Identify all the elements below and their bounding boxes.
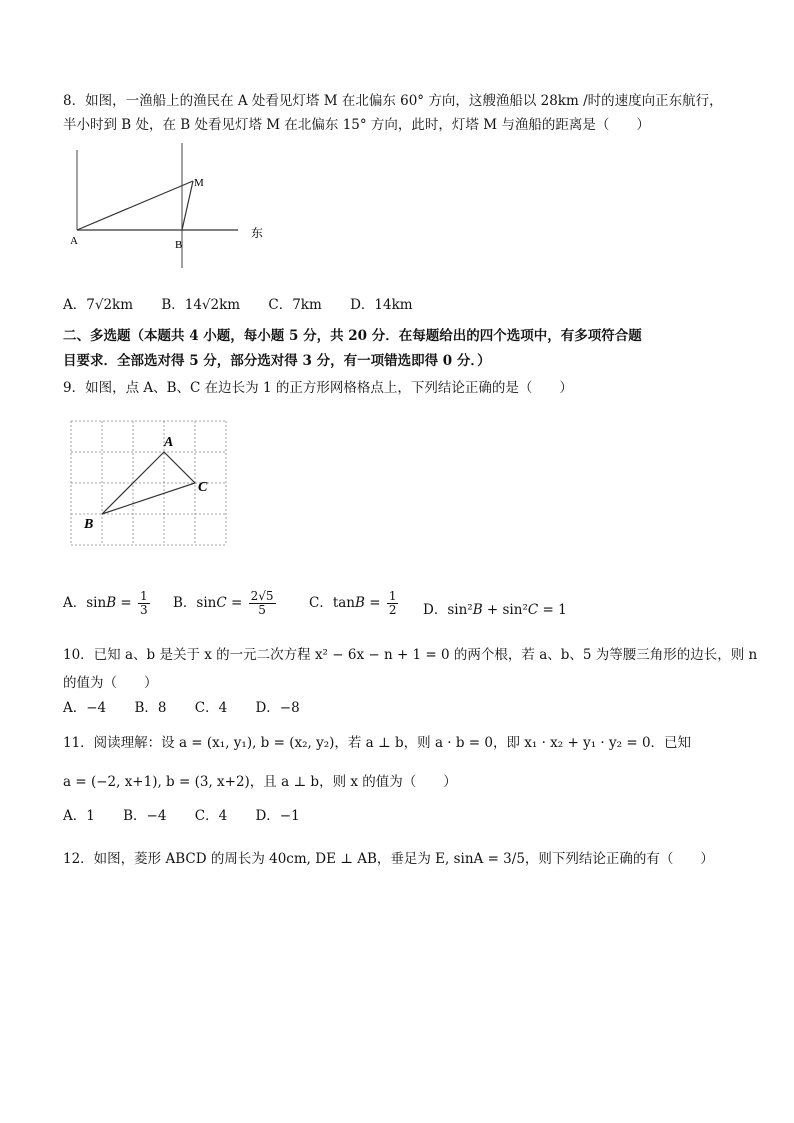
q10-option-d[interactable]: D．−8: [255, 700, 300, 716]
q8-label-east: 东: [251, 226, 264, 240]
q8-option-d[interactable]: D．14km: [350, 297, 413, 313]
q9-options: [63, 578, 683, 618]
q9-option-d[interactable]: D．sin²B + sin²C = 1: [423, 602, 567, 618]
q8-segment-AM: [77, 181, 193, 230]
q10-option-c[interactable]: C．4: [194, 700, 228, 716]
q8-options: [63, 296, 437, 314]
q9-option-c[interactable]: C．tanB = $\frac{1}{2}$: [309, 589, 397, 617]
q8-figure: [60, 140, 280, 280]
section2-header-line1: 二、多选题（本题共 4 小题，每小题 5 分，共 20 分．在每题给出的四个选项中，有多项符合题: [63, 328, 642, 344]
q11-options: [63, 807, 324, 825]
q11-stem-line1: 11．阅读理解：设 a = (x₁, y₁), b = (x₂, y₂)，若 a ⊥ b，则 a · b = 0，即 x₁ · x₂ + y₁ · y₂ = 0．已知: [63, 735, 692, 751]
q12-stem: 12．如图，菱形 ABCD 的周长为 40cm, DE ⊥ AB，垂足为 E, sinA = 3/5，则下列结论正确的有（ ）: [63, 851, 714, 867]
q8-segment-BM: [182, 181, 193, 230]
q8-stem-line2: 半小时到 B 处，在 B 处看见灯塔 M 在北偏东 15° 方向，此时，灯塔 M 与渔船的距离是（ ）: [63, 117, 650, 133]
q11-option-a[interactable]: A．1: [63, 808, 95, 824]
q10-option-b[interactable]: B．8: [134, 700, 167, 716]
q8-option-c[interactable]: C．7km: [268, 297, 322, 313]
q11-stem-line2: a = (−2, x+1), b = (3, x+2)，且 a ⊥ b，则 x 的值为（ ）: [63, 774, 457, 790]
q8-option-b[interactable]: B．14√2km: [161, 297, 241, 313]
q9-label-A: A: [164, 435, 174, 450]
q8-label-B: B: [175, 239, 183, 251]
q10-options: [63, 699, 324, 717]
q11-option-b[interactable]: B．−4: [123, 808, 167, 824]
section2-header-line2: 目要求．全部选对得 5 分，部分选对得 3 分，有一项错选即得 0 分．）: [63, 353, 491, 369]
q9-option-b[interactable]: B．sinC = $\frac{2√5}{5}$: [173, 589, 274, 617]
q9-option-a[interactable]: A．sinB = $\frac{1}{3}$: [63, 589, 148, 617]
q9-figure: [68, 418, 230, 548]
q11-option-d[interactable]: D．−1: [255, 808, 300, 824]
q9-label-B: B: [84, 517, 94, 532]
q10-stem-line2: 的值为（ ）: [63, 675, 158, 691]
q10-option-a[interactable]: A．−4: [63, 700, 107, 716]
q10-stem-line1: 10．已知 a、b 是关于 x 的一元二次方程 x² − 6x − n + 1 = 0 的两个根，若 a、b、5 为等腰三角形的边长，则 n: [63, 647, 758, 663]
q8-option-a[interactable]: A．7√2km: [63, 297, 134, 313]
q11-option-c[interactable]: C．4: [194, 808, 228, 824]
q8-stem-line1: 8．如图，一渔船上的渔民在 A 处看见灯塔 M 在北偏东 60° 方向，这艘渔船以 28km /时的速度向正东航行，: [63, 93, 723, 109]
q8-label-M: M: [194, 177, 204, 189]
q8-label-A: A: [70, 235, 78, 247]
q9-stem: 9．如图，点 A、B、C 在边长为 1 的正方形网格格点上，下列结论正确的是（ ）: [63, 380, 573, 396]
q9-label-C: C: [198, 480, 208, 495]
